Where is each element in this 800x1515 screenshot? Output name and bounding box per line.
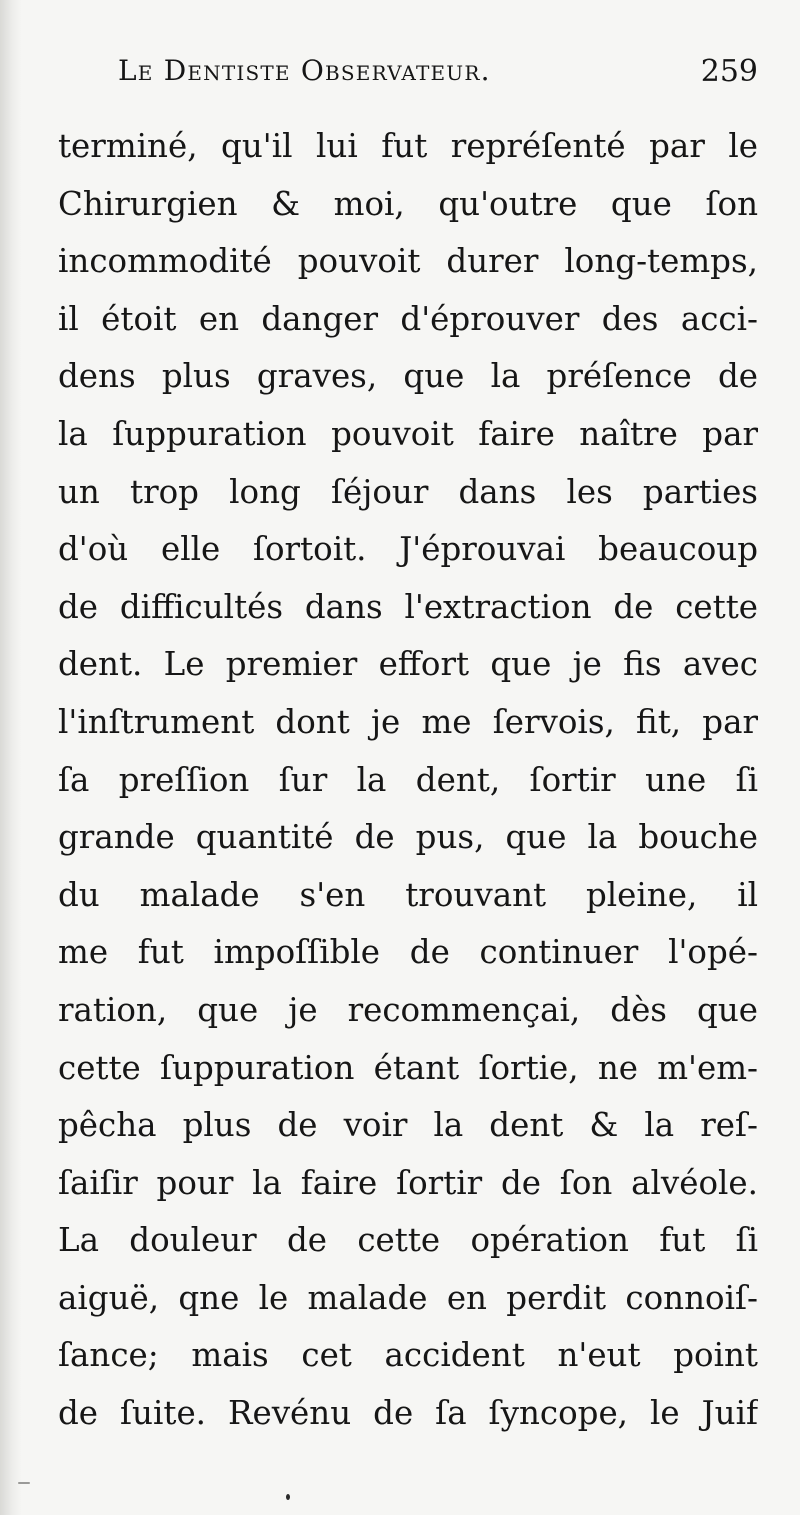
text-line: il étoit en danger d'éprouver des acci- <box>58 299 758 338</box>
text-line: ſance; mais cet accident n'eut point <box>58 1336 758 1375</box>
text-line: d'où elle ſortoit. J'éprouvai beaucoup <box>58 530 758 569</box>
text-line: de difficultés dans l'extraction de cette <box>58 587 758 626</box>
text-line: aiguë, qne le malade en perdit connoiſ- <box>58 1278 758 1317</box>
text-line: ſaiſir pour la faire ſortir de ſon alvéole. <box>58 1163 758 1202</box>
text-line: La douleur de cette opération fut ſi <box>58 1221 758 1260</box>
ink-speck <box>18 1482 30 1484</box>
text-line: ſa preſſion ſur la dent, ſortir une ſi <box>58 760 758 799</box>
running-title: Le Dentiste Observateur. <box>118 54 491 87</box>
body-text <box>58 118 758 1443</box>
text-line: incommodité pouvoit durer long-temps, <box>58 242 758 281</box>
text-line: pêcha plus de voir la dent & la reſ- <box>58 1106 758 1145</box>
text-line: dent. Le premier effort que je fis avec <box>58 645 758 684</box>
text-line: ration, que je recommençai, dès que <box>58 990 758 1029</box>
binding-shadow <box>0 0 22 1515</box>
page-header <box>118 50 758 100</box>
page-number: 259 <box>700 54 758 89</box>
text-line: de ſuite. Revénu de ſa ſyncope, le Juif <box>58 1394 758 1433</box>
text-line: Chirurgien & moi, qu'outre que ſon <box>58 184 758 223</box>
text-line: un trop long ſéjour dans les parties <box>58 472 758 511</box>
text-line: l'inſtrument dont je me ſervois, fit, par <box>58 702 758 741</box>
text-line: la ſuppuration pouvoit faire naître par <box>58 414 758 453</box>
text-line: me fut impoſſible de continuer l'opé- <box>58 933 758 972</box>
ink-speck <box>286 1494 290 1500</box>
text-line: dens plus graves, que la préſence de <box>58 357 758 396</box>
text-line: grande quantité de pus, que la bouche <box>58 818 758 857</box>
text-line: terminé, qu'il lui fut repréſenté par le <box>58 127 758 165</box>
text-line: du malade s'en trouvant pleine, il <box>58 875 758 914</box>
text-line: cette ſuppuration étant ſortie, ne m'em- <box>58 1048 758 1087</box>
